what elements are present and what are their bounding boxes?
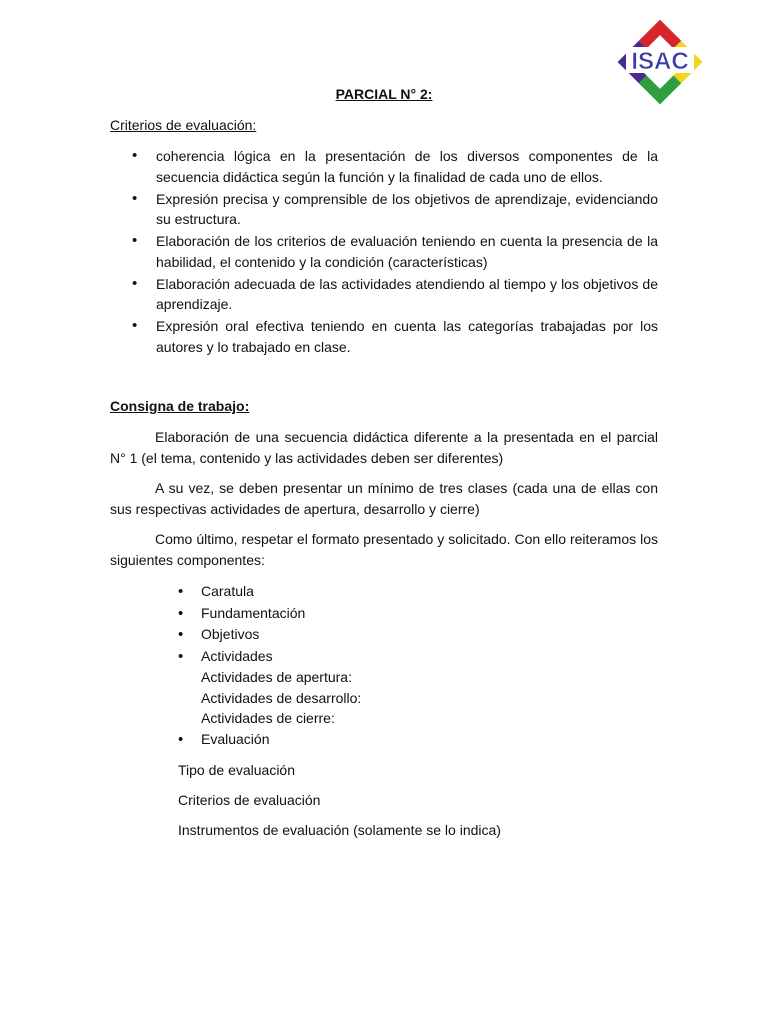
componente-item: • Caratula <box>201 581 361 603</box>
criterio-item: • coherencia lógica en la presentación de los diversos componentes de la secuencia didáctica según la función y la finalidad de cada uno de ellos. <box>156 146 658 187</box>
actividad-subitem: Actividades de cierre: <box>201 710 335 726</box>
consigna-paragraph: Elaboración de una secuencia didáctica diferente a la presentada en el parcial N° 1 (el tema, contenido y las actividades deben ser diferentes) <box>110 429 658 466</box>
actividad-subitem: Actividades de desarrollo: <box>201 689 362 706</box>
criterio-item: • Expresión precisa y comprensible de los objetivos de aprendizaje, evidenciando su estructura. <box>156 189 658 230</box>
actividad-subitem: Actividades de apertura: <box>201 669 352 685</box>
evaluacion-detalle: Criterios de evaluación <box>178 792 321 808</box>
page-title: PARCIAL N° 2: <box>335 86 433 102</box>
criterio-item: • Expresión oral efectiva teniendo en cuenta las categorías trabajadas por los autores y lo trabajado en clase. <box>156 316 658 357</box>
criterio-item: • Elaboración adecuada de las actividades atendiendo al tiempo y los objetivos de aprendizaje. <box>156 274 658 315</box>
consigna-paragraph: Como último, respetar el formato presentado y solicitado. Con ello reiteramos los siguientes componentes: <box>110 531 658 568</box>
componente-item-actividades <box>201 646 361 729</box>
consigna-paragraph: A su vez, se deben presentar un mínimo de tres clases (cada una de ellas con sus respectivas actividades de apertura, desarrollo y cierre) <box>110 480 658 517</box>
componente-label: • Actividades <box>201 647 273 664</box>
criterio-item: • Elaboración de los criterios de evaluación teniendo en cuenta la presencia de la habilidad, el contenido y la condición (características) <box>156 231 658 272</box>
evaluacion-detalle: Tipo de evaluación <box>178 762 296 778</box>
componente-item: • Fundamentación <box>201 603 361 625</box>
componente-item: • Objetivos <box>201 624 361 646</box>
consigna-heading: Consigna de trabajo: <box>110 398 250 414</box>
criterios-heading: Criterios de evaluación: <box>110 117 257 133</box>
evaluacion-detalle: Instrumentos de evaluación (solamente se lo indica) <box>178 822 501 838</box>
logo-text: ISAC <box>631 48 689 75</box>
componentes-list <box>178 581 361 750</box>
componente-item: • Evaluación <box>201 729 361 751</box>
criterios-list <box>110 146 658 359</box>
